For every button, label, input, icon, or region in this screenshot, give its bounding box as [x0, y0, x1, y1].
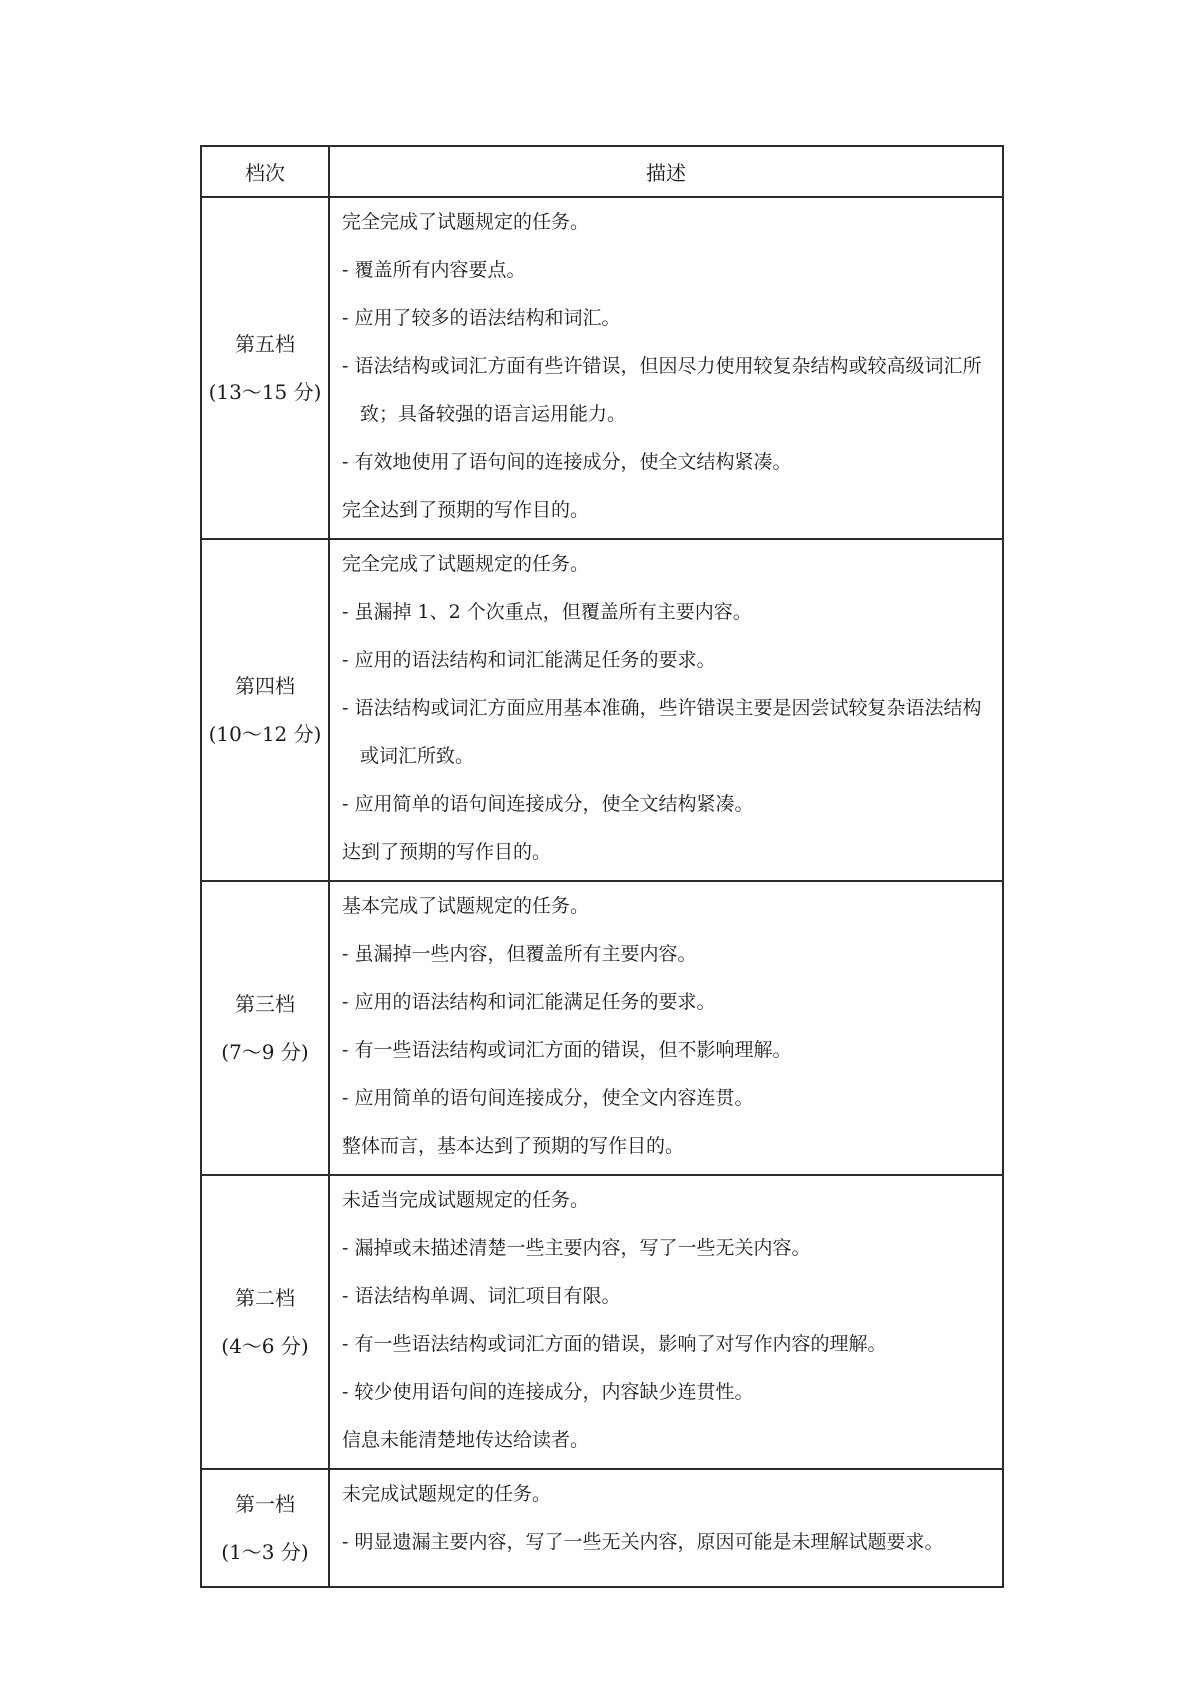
level-name: 第二档	[235, 1286, 295, 1310]
level-score-range: (1～3 分)	[221, 1540, 309, 1564]
table-header-row	[201, 146, 1003, 197]
description-intro: 基本完成了试题规定的任务。	[342, 895, 590, 917]
description-bullet: - 虽漏掉 1、2 个次重点，但覆盖所有主要内容。	[342, 601, 752, 623]
level-name: 第一档	[235, 1492, 295, 1516]
table-row	[201, 539, 1003, 881]
description-bullet: - 有一些语法结构或词汇方面的错误，但不影响理解。	[342, 1039, 792, 1061]
description-bullet: - 有一些语法结构或词汇方面的错误，影响了对写作内容的理解。	[342, 1333, 887, 1355]
description-intro: 未完成试题规定的任务。	[342, 1483, 552, 1505]
level-cell	[201, 197, 329, 539]
level-name: 第五档	[235, 332, 295, 356]
description-bullet: - 虽漏掉一些内容，但覆盖所有主要内容。	[342, 943, 697, 965]
description-intro: 未适当完成试题规定的任务。	[342, 1189, 590, 1211]
description-bullet: - 语法结构单调、词汇项目有限。	[342, 1285, 621, 1307]
description-bullet: - 应用的语法结构和词汇能满足任务的要求。	[342, 649, 716, 671]
header-description: 描述	[329, 146, 1003, 197]
scoring-rubric-table	[200, 145, 1004, 1588]
description-outro: 完全达到了预期的写作目的。	[342, 499, 590, 521]
level-cell	[201, 881, 329, 1175]
table-row	[201, 881, 1003, 1175]
table-row	[201, 197, 1003, 539]
description-bullet: - 应用的语法结构和词汇能满足任务的要求。	[342, 991, 716, 1013]
description-bullet: - 语法结构或词汇方面有些许错误，但因尽力使用较复杂结构或较高级词汇所致；具备较强的语言运用能力。	[342, 355, 982, 425]
level-name: 第三档	[235, 992, 295, 1016]
description-cell	[329, 1469, 1003, 1587]
level-name: 第四档	[235, 674, 295, 698]
description-outro: 达到了预期的写作目的。	[342, 841, 552, 863]
header-level: 档次	[201, 146, 329, 197]
description-bullet: - 有效地使用了语句间的连接成分，使全文结构紧凑。	[342, 451, 792, 473]
level-cell	[201, 1175, 329, 1469]
description-bullet: - 应用简单的语句间连接成分，使全文内容连贯。	[342, 1087, 754, 1109]
description-bullet: - 漏掉或未描述清楚一些主要内容，写了一些无关内容。	[342, 1237, 811, 1259]
level-cell	[201, 539, 329, 881]
description-bullet: - 明显遗漏主要内容，写了一些无关内容，原因可能是未理解试题要求。	[342, 1531, 944, 1553]
description-intro: 完全完成了试题规定的任务。	[342, 211, 590, 233]
description-outro: 整体而言，基本达到了预期的写作目的。	[342, 1135, 685, 1157]
level-cell	[201, 1469, 329, 1587]
description-cell	[329, 1175, 1003, 1469]
table-row	[201, 1469, 1003, 1587]
description-outro: 信息未能清楚地传达给读者。	[342, 1429, 590, 1451]
level-score-range: (10～12 分)	[208, 722, 322, 746]
level-score-range: (13～15 分)	[208, 380, 322, 404]
description-bullet: - 较少使用语句间的连接成分，内容缺少连贯性。	[342, 1381, 754, 1403]
description-bullet: - 应用简单的语句间连接成分，使全文结构紧凑。	[342, 793, 754, 815]
description-intro: 完全完成了试题规定的任务。	[342, 553, 590, 575]
level-score-range: (4～6 分)	[221, 1334, 309, 1358]
description-cell	[329, 881, 1003, 1175]
description-bullet: - 覆盖所有内容要点。	[342, 259, 526, 281]
description-bullet: - 应用了较多的语法结构和词汇。	[342, 307, 621, 329]
description-cell	[329, 539, 1003, 881]
description-cell	[329, 197, 1003, 539]
level-score-range: (7～9 分)	[221, 1040, 309, 1064]
description-bullet: - 语法结构或词汇方面应用基本准确，些许错误主要是因尝试较复杂语法结构或词汇所致。	[342, 697, 982, 767]
table-row	[201, 1175, 1003, 1469]
